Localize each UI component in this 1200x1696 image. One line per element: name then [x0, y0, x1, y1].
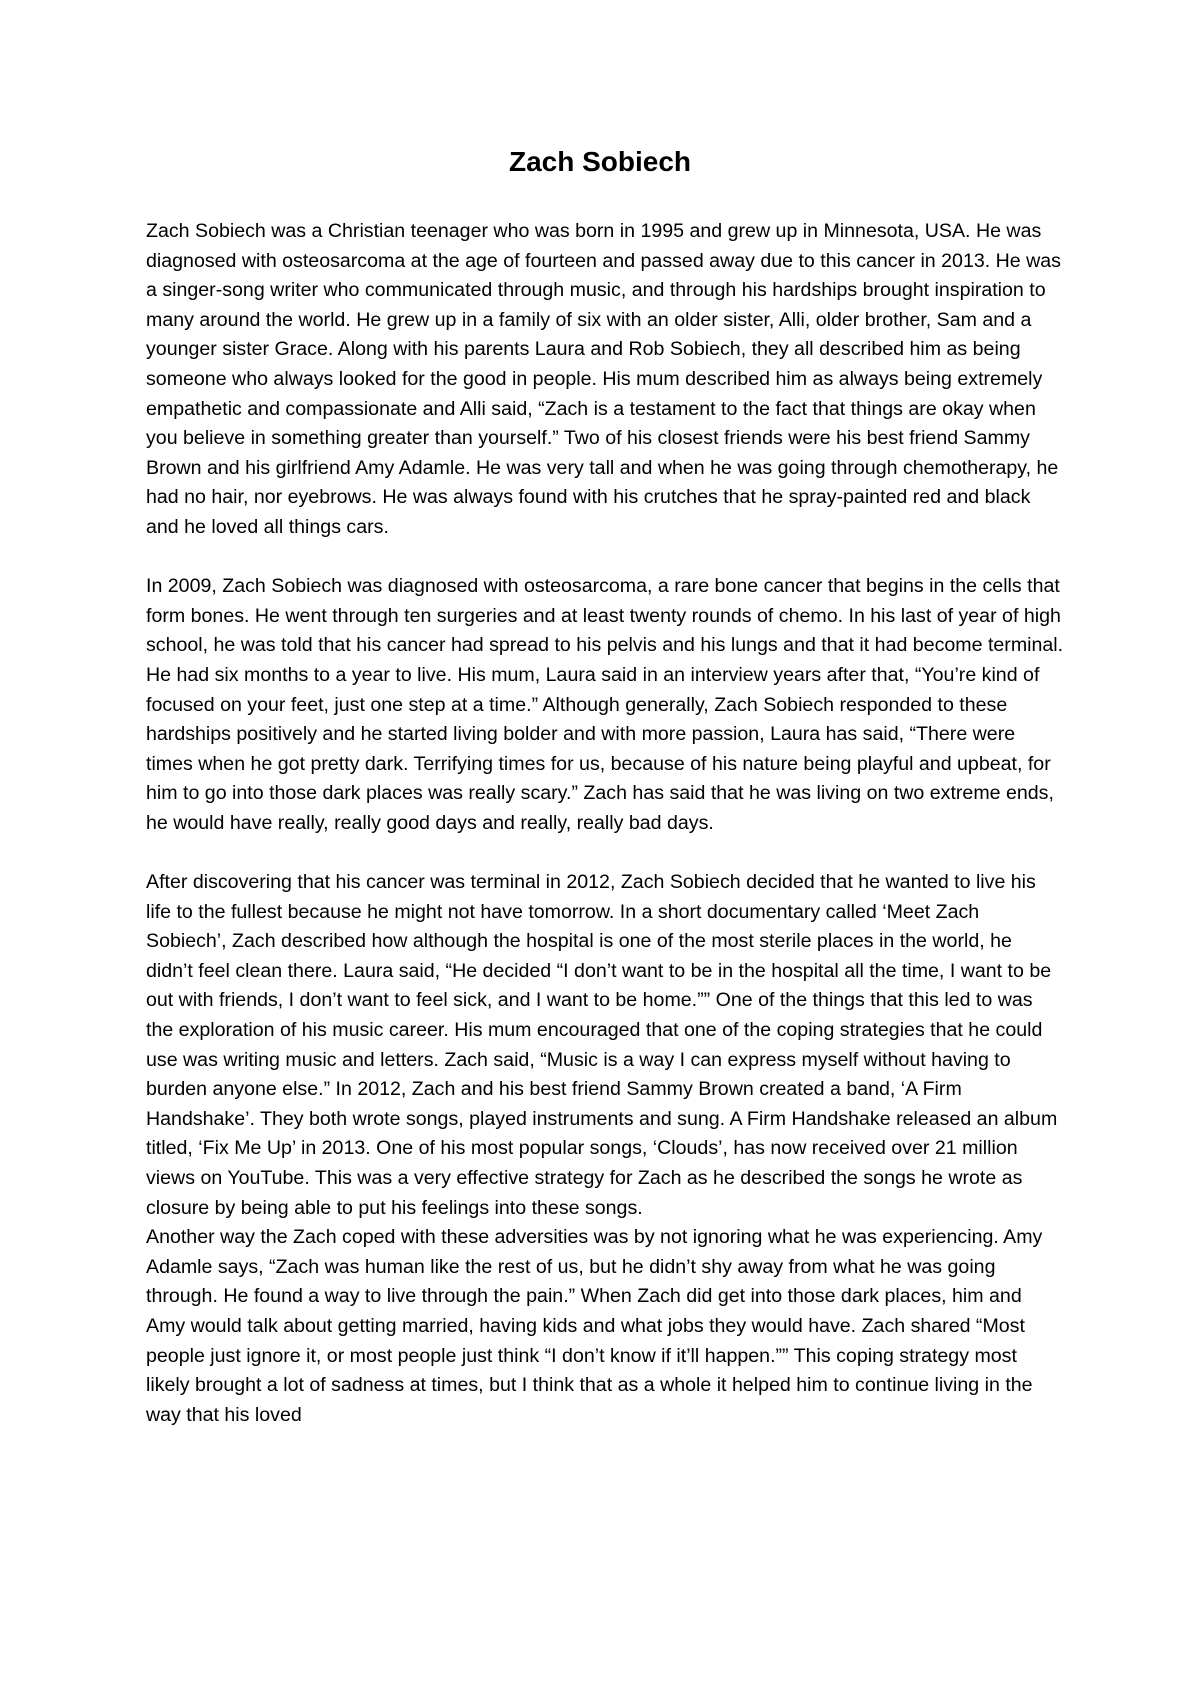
- paragraph-1: Zach Sobiech was a Christian teenager who was born in 1995 and grew up in Minnesota, USA. He was diagnosed with osteosarcoma at the age of fourteen and passed away due to this cancer in 2013. He was a singer-song writer who communicated through music, and through his hardships brought inspiration to many around the world. He grew up in a family of six with an older sister, Alli, older brother, Sam and a younger sister Grace. Along with his parents Laura and Rob Sobiech, they all described him as being someone who always looked for the good in people. His mum described him as always being extremely empathetic and compassionate and Alli said, “Zach is a testament to the fact that things are okay when you believe in something greater than yourself.” Two of his closest friends were his best friend Sammy Brown and his girlfriend Amy Adamle. He was very tall and when he was going through chemotherapy, he had no hair, nor eyebrows. He was always found with his crutches that he spray-painted red and black and he loved all things cars.: [146, 220, 1061, 538]
- paragraph-2: In 2009, Zach Sobiech was diagnosed with osteosarcoma, a rare bone cancer that begins in the cells that form bones. He went through ten surgeries and at least twenty rounds of chemo. In his last of year of high school, he was told that his cancer had spread to his pelvis and his lungs and that it had become terminal. He had six months to a year to live. His mum, Laura said in an interview years after that, “You’re kind of focused on your feet, just one step at a time.” Although generally, Zach Sobiech responded to these hardships positively and he started living bolder and with more passion, Laura has said, “There were times when he got pretty dark. Terrifying times for us, because of his nature being playful and upbeat, for him to go into those dark places was really scary.” Zach has said that he was living on two extreme ends, he would have really, really good days and really, really bad days.: [146, 575, 1064, 834]
- document-title: Zach Sobiech: [508, 146, 692, 177]
- paragraph-3: After discovering that his cancer was terminal in 2012, Zach Sobiech decided that he wanted to live his life to the fullest because he might not have tomorrow. In a short documentary called ‘Meet Zach Sobiech’, Zach described how although the hospital is one of the most sterile places in the world, he didn’t feel clean there. Laura said, “He decided “I don’t want to be in the hospital all the time, I want to be out with friends, I don’t want to feel sick, and I want to be home.”” One of the things that this led to was the exploration of his music career. His mum encouraged that one of the coping strategies that he could use was writing music and letters. Zach said, “Music is a way I can express myself without having to burden anyone else.” In 2012, Zach and his best friend Sammy Brown created a band, ‘A Firm Handshake’. They both wrote songs, played instruments and sung. A Firm Handshake released an album titled, ‘Fix Me Up’ in 2013. One of his most popular songs, ‘Clouds’, has now received over 21 million views on YouTube. This was a very effective strategy for Zach as he described the songs he wrote as closure by being able to put his feelings into these songs.: [146, 871, 1058, 1219]
- paragraph-4: Another way the Zach coped with these adversities was by not ignoring what he was experiencing. Amy Adamle says, “Zach was human like the rest of us, but he didn’t shy away from what he was going through. He found a way to live through the pain.” When Zach did get into those dark places, him and Amy would talk about getting married, having kids and what jobs they would have. Zach shared “Most people just ignore it, or most people just think “I don’t know if it’ll happen.”” This coping strategy most likely brought a lot of sadness at times, but I think that as a whole it helped him to continue living in the way that his loved: [146, 1226, 1043, 1426]
- paragraph-spacer: [146, 838, 1064, 868]
- document-body: [146, 217, 1064, 1430]
- paragraph-spacer: [146, 543, 1064, 573]
